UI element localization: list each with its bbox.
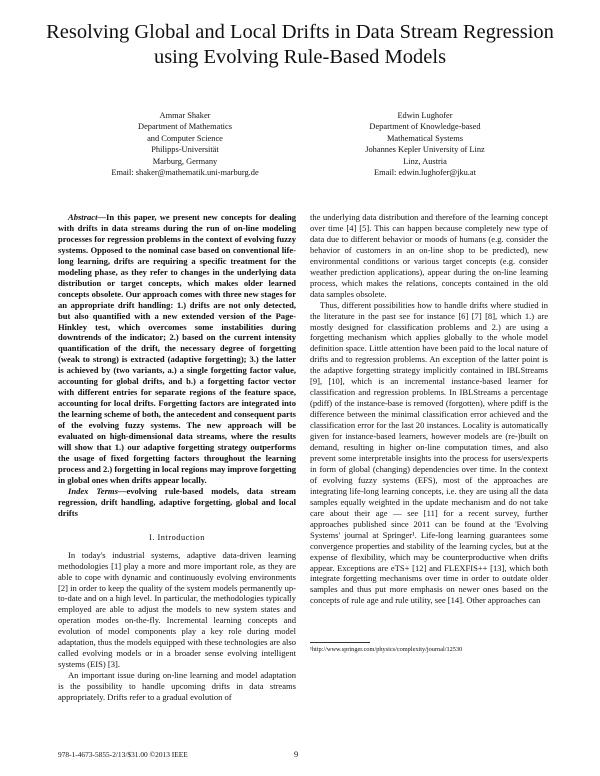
index-terms-label: Index Terms (68, 485, 118, 496)
paper-title: Resolving Global and Local Drifts in Data Stream Regression using Evolving Rule-Based Models (46, 21, 554, 68)
author-affiliation-line: Department of Mathematics (138, 122, 232, 132)
author-email: Email: edwin.lughofer@jku.at (374, 168, 476, 178)
footnote: ¹http://www.springer.com/physics/complexity/journal/12530 (310, 646, 463, 653)
left-column (58, 212, 296, 703)
author-affiliation-line: Philipps-Universität (151, 145, 219, 155)
body-paragraph: the underlying data distribution and therefore of the learning concept over time [4] [5]. This can happen because completely new type of data due to different behavior or moods of humans (e.g. consider the behavior of customers in an on-line shop to be predicted), new environmental conditions or various target concepts (e.g. consider weather prediction applications), appear during the on-line learning process, which makes the relations, concepts contained in the old data samples obsolete. (310, 212, 548, 299)
author-affiliation-line: Department of Knowledge-based (369, 122, 481, 132)
abstract-label: Abstract (68, 212, 98, 222)
body-paragraph: In today's industrial systems, adaptive data-driven learning methodologies [1] play a more and more important role, as they are able to cope with dynamic and continuously evolving environments [2] in order to keep the quality of the system models permanently up-to-date and on a high level. In particular, the methodologies typically employed are able to adjust the models to new system states and operation modes on-the-fly. Incremental learning concepts and evolution of model components play a key role during model adaptation, thus the models equipped with these technologies are also called evolving models or in a broader sense evolving intelligent systems (EIS) [3]. (58, 549, 296, 670)
abstract (58, 212, 296, 486)
author-affiliation-line: Marburg, Germany (152, 156, 218, 166)
isbn-copyright: 978-1-4673-5855-2/13/$31.00 ©2013 IEEE (58, 750, 188, 759)
body-paragraph: An important issue during on-line learning and model adaptation is the possibility to handle upcoming drifts in data streams appropriately. Drifts refer to a gradual evolution of (58, 670, 296, 703)
author-name: Ammar Shaker (159, 111, 211, 120)
author-block-1 (70, 110, 300, 178)
abstract-text: —In this paper, we present new concepts for dealing with drifts in data streams during the run of on-line modeling processes for regression problems in the context of evolving fuzzy systems. Opposed to the nominal case based on conventional life-long learning, drifts are requiring a specific treatment for the modeling phase, as they refer to changes in the underlying data distribution or target concepts, which makes older learned concepts obsolete. Our approach comes with three new stages for an appropriate drift handling: 1.) drifts are not only detected, but also quantified with a new extended version of the Page-Hinkley test, which overcomes some instabilities during downtrends of the indicator; 2.) based on the current intensity quantification of the drift, the necessary degree of forgetting (weak to strong) is extracted (adaptive forgetting); 3.) the latter is achieved by (two variants, a.) a single forgetting factor value, accounting for global drifts, and b.) a forgetting factor vector with different entries for separate regions of the feature space, accounting for local drifts. Forgetting factors are integrated into the learning scheme of both, the antecedent and consequent parts of the evolving fuzzy systems. The new approach will be evaluated on high-dimensional data streams, where the results will show that 1.) our adaptive forgetting strategy outperforms the usage of fixed forgetting factors throughout the learning process and 2.) forgetting in local regions may improve forgetting in global ones when drifts appear locally. (58, 212, 296, 485)
index-terms-text: —evolving rule-based models, data stream regression, drift handling, adaptive forgetting, global and local drifts (58, 485, 296, 518)
right-column (310, 212, 548, 606)
author-affiliation-line: Johannes Kepler University of Linz (365, 145, 485, 155)
page-number: 9 (294, 750, 299, 759)
footnote-divider (310, 642, 370, 643)
section-heading: I. Introduction (149, 532, 205, 542)
author-email: Email: shaker@mathematik.uni-marburg.de (111, 168, 259, 178)
author-name: Edwin Lughofer (397, 111, 453, 120)
index-terms (58, 486, 296, 519)
author-affiliation-line: and Computer Science (147, 133, 223, 143)
author-affiliation-line: Mathematical Systems (386, 133, 464, 143)
author-block-2 (310, 110, 540, 178)
body-paragraph: Thus, different possibilities how to handle drifts where studied in the literature in the past see for instance [6] [7] [8], which 1.) are mostly designed for classification problems and 2.) are using a forgetting mechanism which applies globally to the whole model definition space. Little attention have been paid to the local nature of drifts and to regression problems. An exception of the latter point is the adaptive forgetting strategy implicitly contained in IBLStreams [9], [10], which is an incremental instance-based learner for classification and regression problems. In IBLStreams a percentage (pdiff) of the instance-base is removed (forgotten), where pdiff is the difference between the minimal classification error achieved and the classification error for the last 20 instances. Locality is automatically given for instance-based learners, however models are (re-)built on demand, resulting in higher on-line computation times, and also prevent some interpretable insights into the process for users/experts in form of global (changing) dependencies over time. In the context of evolving fuzzy systems (EFS), most of the approaches are integrating life-long learning concepts, i.e. they are using all the data samples equally weighted in the update mechanism and do not take care about their age — see [11] for a recent survey, further approaches published since 2011 can be found at the 'Evolving Systems' journal at Springer¹. Life-long learning guarantees some convergence properties and stability of the learning cycles, but at the expense of flexibility, which may be counterproductive when drifts appear. Exceptions are eTS+ [12] and FLEXFIS++ [13], which both integrate forgetting mechanisms over time in order to outdate older samples and thus put more emphasis on newer ones based on the concepts of rule age and rule utility, see [14]. Other approaches can (310, 299, 548, 606)
author-affiliation-line: Linz, Austria (403, 156, 447, 166)
